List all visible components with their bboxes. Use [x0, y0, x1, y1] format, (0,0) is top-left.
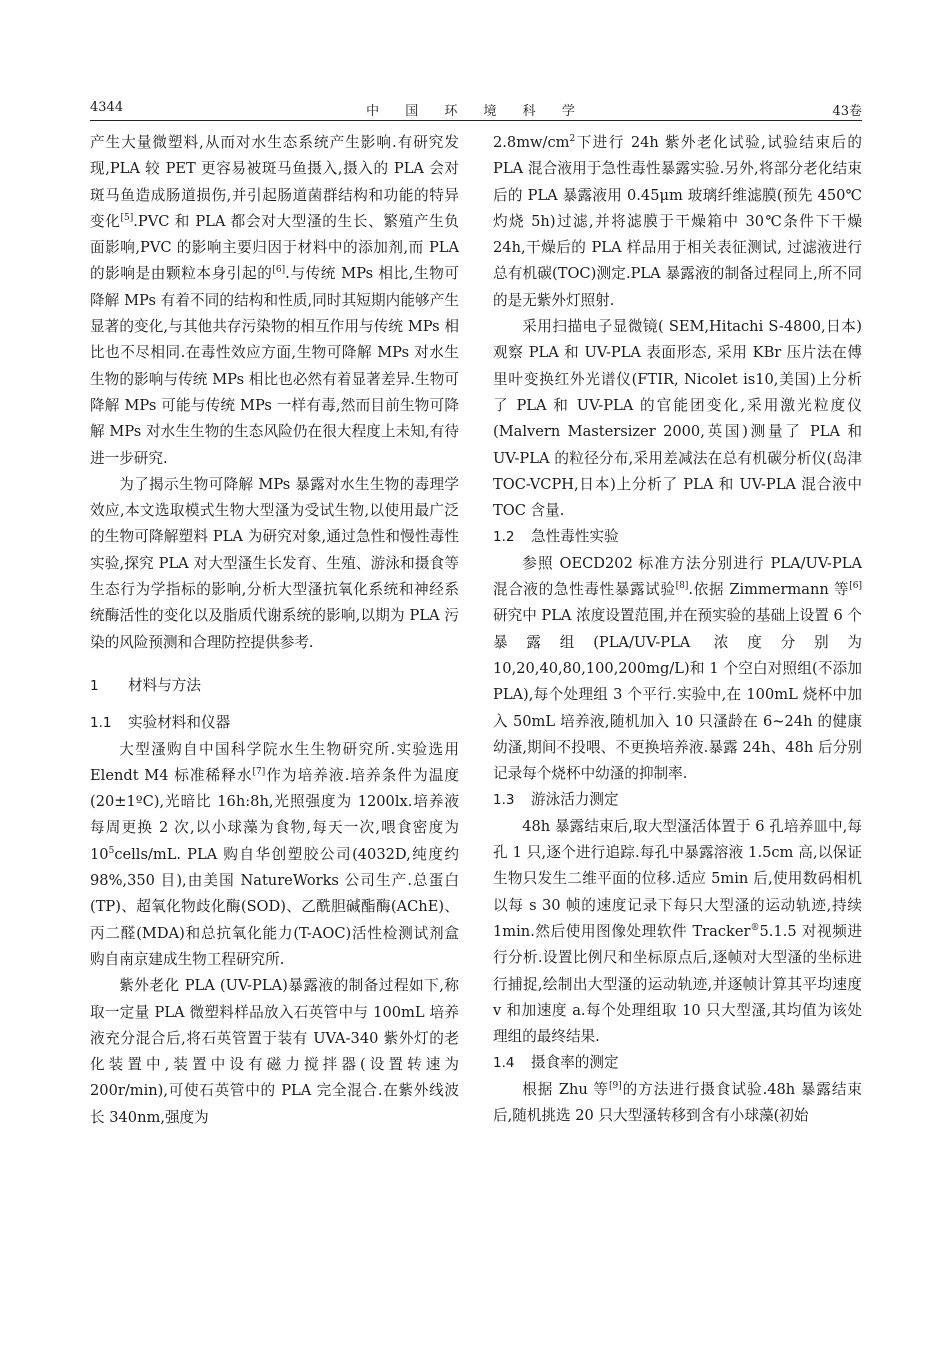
text: .PVC 和 PLA 都会对大型溞的生长、繁殖产生负面影响,PVC 的影响主要归因于材料中的添加剂,而 PLA 的影响是由颗粒本身引起的: [90, 212, 459, 283]
superscript: 2: [569, 134, 576, 144]
paragraph: [90, 130, 459, 472]
subsection-title: 急性毒性实验: [531, 528, 619, 546]
superscript: 5: [108, 845, 115, 856]
text: 产生大量微塑料,从而对水生态系统产生影响.有研究发现,PLA 较 PET 更容易被斑马鱼摄入,摄入的 PLA 会对斑马鱼造成肠道损伤,并引起肠道菌群结构和功能的特异变化: [90, 134, 459, 230]
citation: [6]: [272, 265, 286, 276]
text: .依据 Zimmermann 等: [688, 581, 850, 599]
section-number: 1: [90, 677, 99, 694]
left-column: [90, 130, 459, 1131]
subsection-number: 1.1: [90, 715, 112, 732]
subsection-number: 1.2: [493, 529, 515, 546]
subsection-number: 1.4: [493, 1055, 515, 1072]
paragraph: [493, 551, 862, 788]
citation: [5]: [120, 212, 134, 223]
text: .与传统 MPs 相比,生物可降解 MPs 有着不同的结构和性质,同时其短期内能够产生显著的变化,与其他共存污染物的相互作用与传统 MPs 相比也不尽相同.在毒性效应方面,生物可降解 MPs 对水生生物的影响与传统 MPs 相比也必然有着显著差异.生物可降解 MPs 可能与传统 MPs 一样有毒,然而目前生物可降解 MPs 对水生生物的生态风险仍在很大程度上未知,有待进一步研究.: [90, 265, 459, 467]
section-title: 材料与方法: [128, 676, 201, 694]
header-rule: [90, 120, 862, 121]
superscript: ®: [750, 922, 760, 933]
citation: [7]: [252, 766, 266, 777]
text: 的方法进行摄食试验.48h 暴露结束后,随机挑选 20 只大型溞转移到含有小球藻(初始: [493, 1080, 863, 1124]
text: cells/mL. PLA 购自华创塑胶公司(4032D,纯度约 98%,350 目),由美国 NatureWorks 公司生产.总蛋白(TP)、超氧化物歧化酶(SOD)、乙酰胆碱酯酶(AChE)、丙二醛(MDA)和总抗氧化能力(T-AOC)活性检测试剂盒购自南京建成生物工程研究所.: [90, 845, 459, 968]
text: 根据 Zhu 等: [522, 1080, 609, 1098]
subsection-title: 实验材料和仪器: [128, 714, 231, 732]
text: 下进行 24h 紫外老化试验,试验结束后的 PLA 混合液用于急性毒性暴露实验.另外,将部分老化结束后的 PLA 暴露液用 0.45μm 玻璃纤维滤膜(预先 450℃灼烧 5h)过滤,并将滤膜于干燥箱中 30℃条件下干燥 24h,干燥后的 PLA 样品用于相关表征测试, 过滤液进行总有机碳(TOC)测定.PLA 暴露液的制备过程同上,所不同的是无紫外灯照射.: [493, 134, 862, 309]
section-heading: [90, 673, 459, 699]
text: 大型溞购自中国科学院水生生物研究所.实验选用 Elendt M4 标准稀释水: [90, 740, 459, 784]
citation: [6]: [849, 581, 862, 592]
subsection-heading: [493, 1050, 862, 1076]
paragraph: 紫外老化 PLA (UV-PLA)暴露液的制备过程如下,称取一定量 PLA 微塑料样品放入石英管中与 100mL 培养液充分混合后,将石英管置于装有 UVA-340 紫外灯的老化装置中,装置中设有磁力搅拌器(设置转速为 200r/min),可使石英管中的 PLA 完全混合.在紫外线波长 340nm,强度为: [90, 977, 459, 1126]
paragraph: [493, 130, 862, 314]
page-header: [90, 96, 862, 120]
paragraph: 为了揭示生物可降解 MPs 暴露对水生生物的毒理学效应,本文选取模式生物大型溞为受试生物,以使用最广泛的生物可降解塑料 PLA 为研究对象,通过急性和慢性毒性实验,探究 PLA 对大型溞生长发育、生殖、游泳和摄食等生态行为学指标的影响,分析大型溞抗氧化系统和神经系统酶活性的变化以及脂质代谢系统的影响,以期为 PLA 污染的风险预测和合理防控提供参考.: [90, 475, 459, 651]
citation: [9]: [608, 1080, 622, 1091]
page-number: 4344: [90, 100, 124, 115]
paragraph: [493, 814, 862, 1051]
journal-title: 中 国 环 境 科 学: [366, 104, 586, 119]
paragraph: [90, 737, 459, 974]
volume-label: 43卷: [832, 104, 862, 119]
text: 5.1.5 对视频进行分析.设置比例尺和坐标原点后,逐帧对大型溞的坐标进行捕捉,绘制出大型溞的运动轨迹,并逐帧计算其平均速度 v 和加速度 a.每个处理组取 10 只大型溞,其均值为该处理组的最终结果.: [493, 922, 862, 1046]
right-column: [493, 130, 862, 1129]
subsection-number: 1.3: [493, 792, 515, 809]
subsection-title: 游泳活力测定: [531, 791, 619, 809]
subsection-heading: [493, 524, 862, 550]
subsection-title: 摄食率的测定: [531, 1054, 619, 1072]
text: 参照 OECD202 标准方法分别进行 PLA/UV-PLA 混合液的急性毒性暴露试验: [493, 554, 862, 599]
subsection-heading: [90, 710, 459, 736]
citation: [8]: [675, 581, 689, 592]
subsection-heading: [493, 787, 862, 813]
text: 2.8mw/cm: [493, 134, 570, 151]
text: 作为培养液.培养条件为温度(20±1ºC),光暗比 16h:8h,光照强度为 1200lx.培养液每周更换 2 次,以小球藻为食物,每天一次,喂食密度为 10: [90, 766, 459, 863]
text: 48h 暴露结束后,取大型溞活体置于 6 孔培养皿中,每孔 1 只,逐个进行追踪.每孔中暴露溶液 1.5cm 高,以保证生物只发生二维平面的位移.适应 5min 后,使用数码相机以每 s 30 帧的速度记录下每只大型溞的运动轨迹,持续 1min.然后使用图像处理软件 Tracker: [493, 817, 862, 940]
text: 研究中 PLA 浓度设置范围,并在预实验的基础上设置 6 个暴露组(PLA/UV-PLA 浓度分别为 10,20,40,80,100,200mg/L)和 1 个空白对照组(不添加 PLA),每个处理组 3 个平行.实验中,在 100mL 烧杯中加入 50mL 培养液,随机加入 10 只溞龄在 6~24h 的健康幼溞,期间不投喂、不更换培养液.暴露 24h、48h 后分别记录每个烧杯中幼溞的抑制率.: [493, 607, 863, 783]
paragraph: [493, 1077, 862, 1130]
paragraph: 采用扫描电子显微镜( SEM,Hitachi S-4800,日本) 观察 PLA 和 UV-PLA 表面形态, 采用 KBr 压片法在傅里叶变换红外光谱仪(FTIR, Nicolet is10,美国)上分析了 PLA 和 UV-PLA 的官能团变化,采用激光粒度仪(Malvern Mastersizer 2000,英国)测量了 PLA 和 UV-PLA 的粒径分布,采用差减法在总有机碳分析仪(岛津 TOC-VCPH,日本)上分析了 PLA 和 UV-PLA 混合液中 TOC 含量.: [493, 318, 862, 520]
